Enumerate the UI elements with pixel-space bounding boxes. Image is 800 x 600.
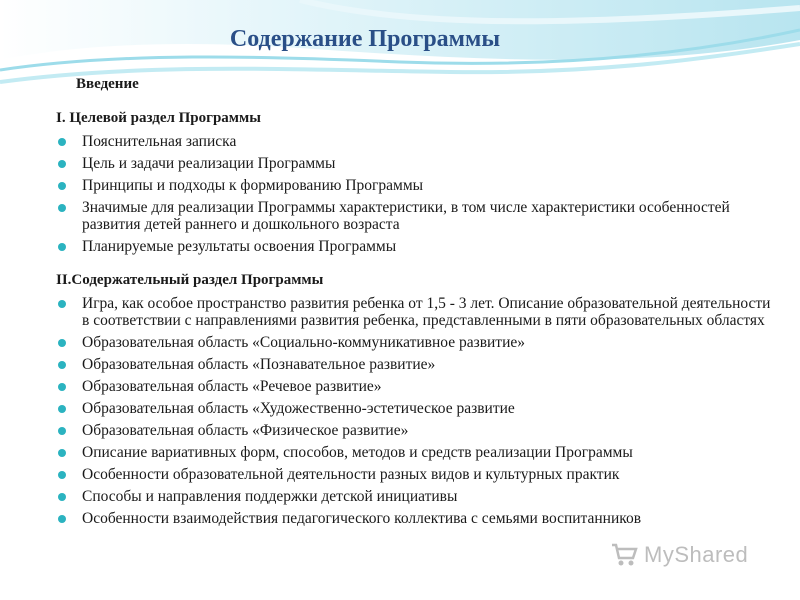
list-item: Образовательная область «Социально-коммуникативное развитие»: [56, 335, 776, 352]
bullet-icon: [58, 383, 66, 391]
bullet-icon: [58, 339, 66, 347]
bullet-icon: [58, 361, 66, 369]
section-2-heading: II.Содержательный раздел Программы: [56, 272, 324, 288]
list-item: Игра, как особое пространство развития ребенка от 1,5 - 3 лет. Описание образовательной деятельности в соответствии с направлениями развития ребенка, представленными в пяти образовательных областях: [56, 296, 776, 329]
bullet-icon: [58, 471, 66, 479]
section-1-heading: I. Целевой раздел Программы: [56, 110, 261, 126]
list-item: Цель и задачи реализации Программы: [56, 156, 776, 173]
section-1-list: [56, 134, 776, 261]
intro-heading: Введение: [76, 76, 139, 92]
list-item: Способы и направления поддержки детской инициативы: [56, 489, 776, 506]
bullet-icon: [58, 427, 66, 435]
list-item: Образовательная область «Познавательное развитие»: [56, 357, 776, 374]
list-item: Пояснительная записка: [56, 134, 776, 151]
page-title: Содержание Программы: [229, 26, 501, 52]
bullet-icon: [58, 138, 66, 146]
bullet-icon: [58, 204, 66, 212]
watermark: [610, 540, 748, 570]
bullet-icon: [58, 243, 66, 251]
bullet-icon: [58, 182, 66, 190]
list-item: Планируемые результаты освоения Программы: [56, 239, 776, 256]
bullet-icon: [58, 300, 66, 308]
list-item: Образовательная область «Речевое развитие»: [56, 379, 776, 396]
section-2-list: [56, 296, 776, 533]
bullet-icon: [58, 515, 66, 523]
bullet-icon: [58, 449, 66, 457]
list-item: Образовательная область «Художественно-эстетическое развитие: [56, 401, 776, 418]
list-item: Особенности взаимодействия педагогического коллектива с семьями воспитанников: [56, 511, 776, 528]
bullet-icon: [58, 493, 66, 501]
list-item: Описание вариативных форм, способов, методов и средств реализации Программы: [56, 445, 776, 462]
bullet-icon: [58, 160, 66, 168]
list-item: Значимые для реализации Программы характеристики, в том числе характеристики особенностей развития детей раннего и дошкольного возраста: [56, 200, 776, 233]
cart-icon: [610, 542, 638, 568]
header-wave-decoration: [0, 0, 800, 110]
bullet-icon: [58, 405, 66, 413]
list-item: Особенности образовательной деятельности разных видов и культурных практик: [56, 467, 776, 484]
watermark-text: MyShared: [644, 542, 749, 567]
list-item: Образовательная область «Физическое развитие»: [56, 423, 776, 440]
list-item: Принципы и подходы к формированию Программы: [56, 178, 776, 195]
